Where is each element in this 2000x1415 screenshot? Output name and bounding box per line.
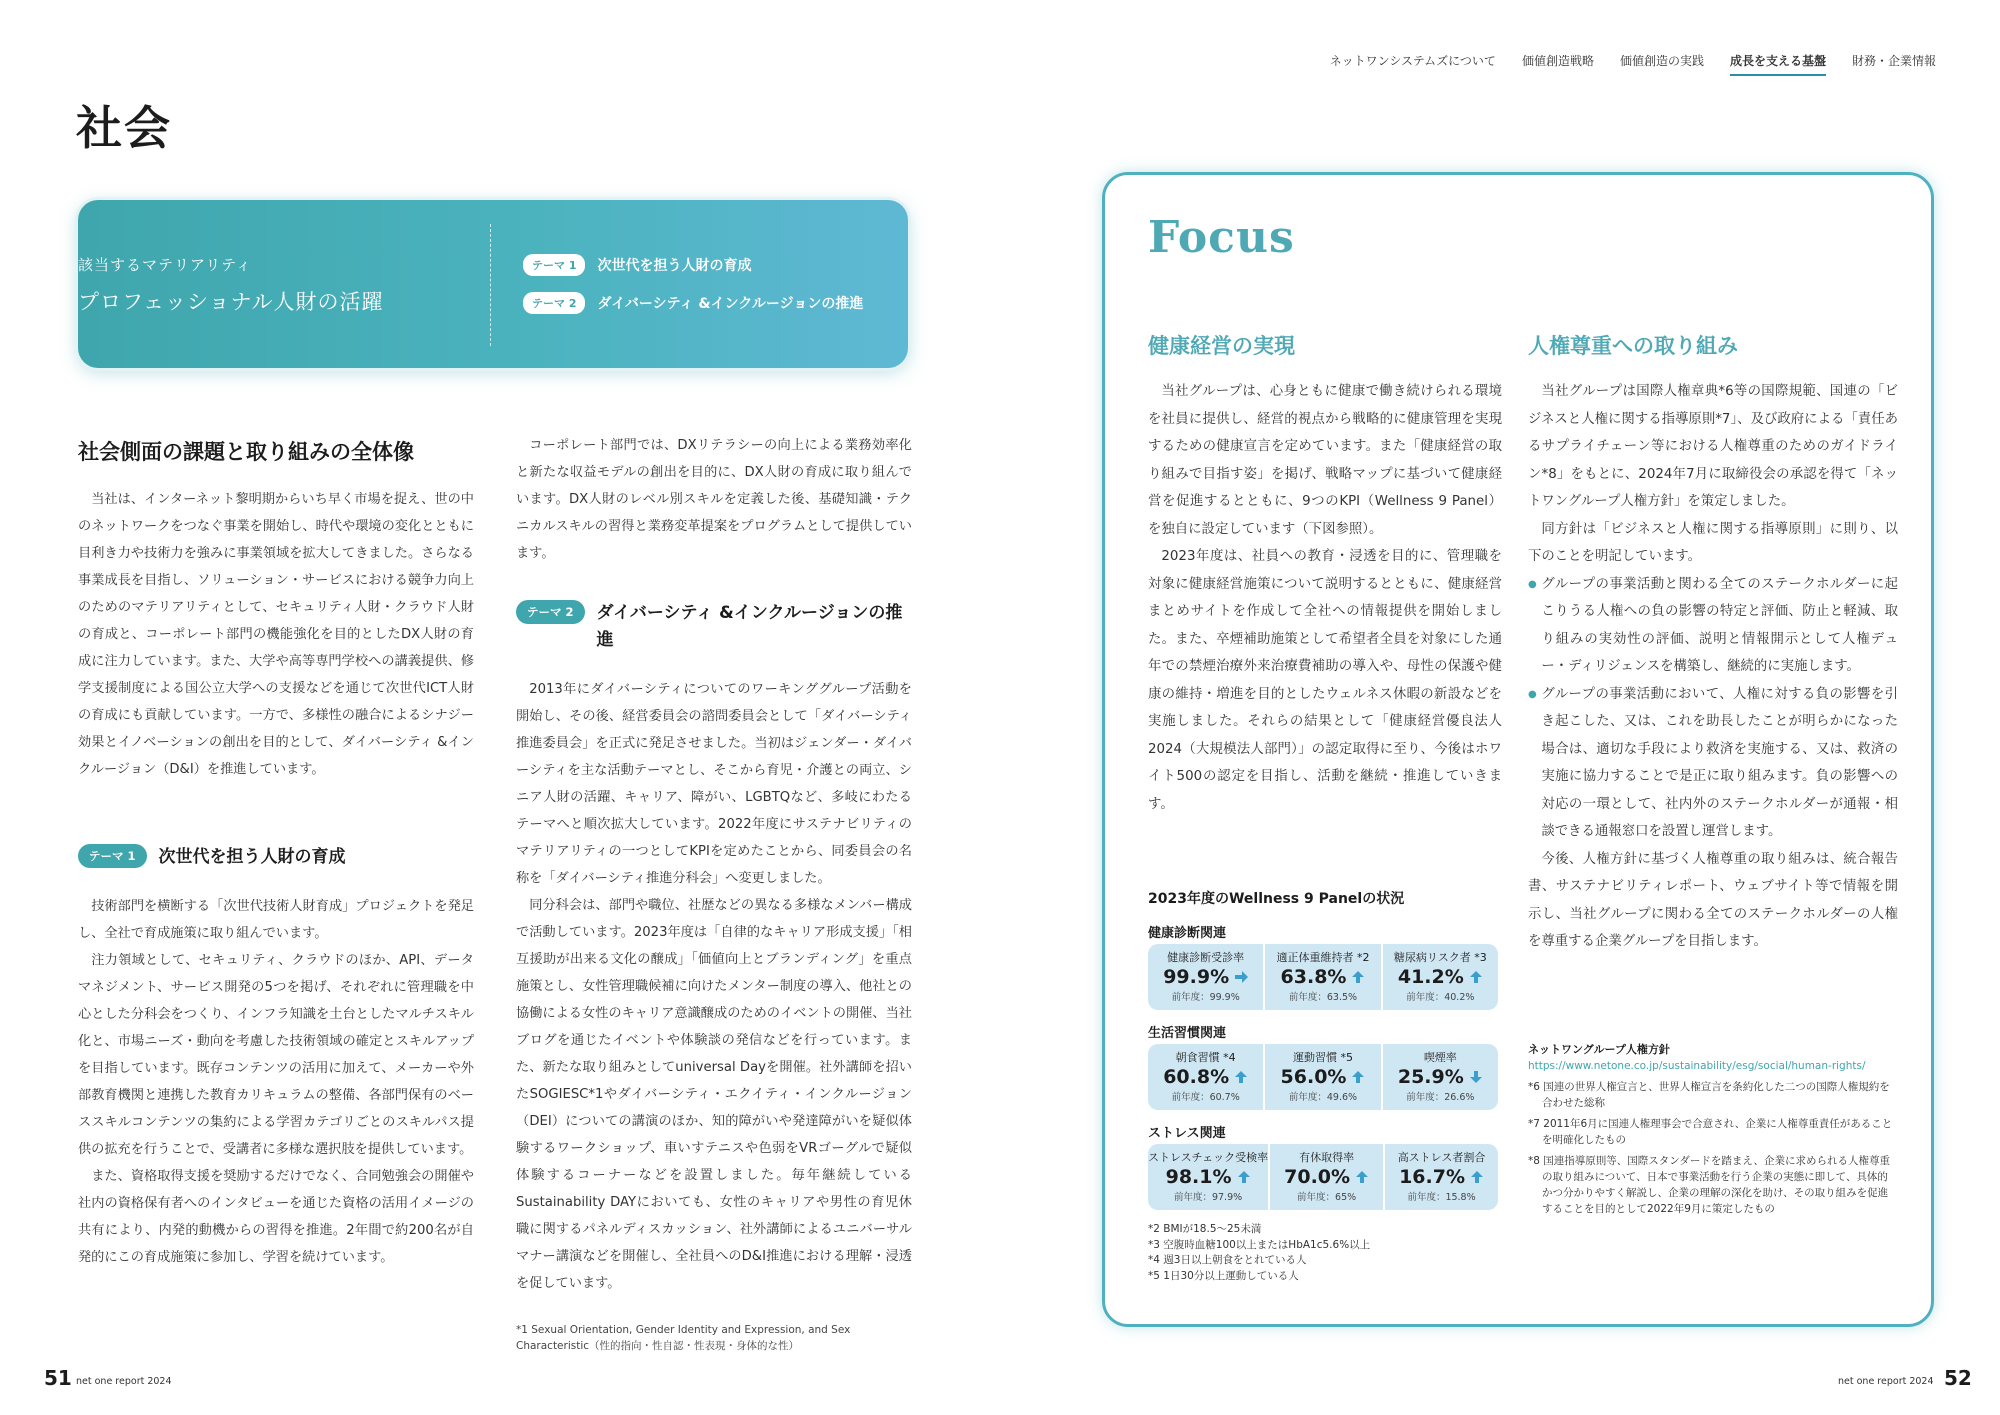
kpi-label: 運動習慣 *5 [1292,1051,1353,1064]
kpi-high-stress [1383,1144,1498,1210]
category-stress: ストレス関連 [1148,1126,1226,1141]
kpi-prev: 前年度：15.8% [1407,1192,1476,1203]
banner-divider [490,224,491,346]
arrow-up-icon [1469,970,1483,984]
kpi-value: 41.2% [1397,966,1464,988]
theme1-heading [78,844,346,871]
overview-text: 当社は、インターネット黎明期からいち早く市場を捉え、世の中のネットワークをつなぐ事業を開始し、時代や環境の変化とともに目利き力や技術力を強みに事業領域を拡大してきました。さらなる事業成長を目指し、ソリューション・サービスにおける競争力向上のためのマテリアリティとして、セキュリティ人財・クラウド人財の育成と、コーポレート部門の機能強化を目的としたDX人財の育成に注力しています。また、大学や高等専門学校への講義提供、修学支援制度による国公立大学への支援などを通じて次世代ICT人財の育成にも貢献しています。一方で、多様性の融合によるシナジー効果とイノベーションの創出を目的として、ダイバーシティ &インクルージョン（D&I）を推進しています。 [78,492,474,777]
footnote-4: *4 週3日以上朝食をとれている人 [1148,1254,1307,1266]
theme1-title: 次世代を担う人財の育成 [158,847,346,867]
hr-paragraph-1: 当社グループは国際人権章典*6等の国際規範、国連の「ビジネスと人権に関する指導原則*7」、及び政府による「責任あるサプライチェーン等における人権尊重のためのガイドライン*8」をもとに、2024年7月に取締役会の承認を得て「ネットワングループ人権方針」を策定しました。 [1528,384,1898,509]
overview-heading: 社会側面の課題と取り組みの全体像 [78,440,414,464]
corporate-paragraph: コーポレート部門では、DXリテラシーの向上による業務効率化と新たな収益モデルの創出を目的に、DX人財の育成に取り組んでいます。DX人財のレベル別スキルを定義した後、基礎知識・テクニカルスキルの習得と業務変革提案をプログラムとして提供しています。 [516,438,912,561]
theme1-paragraph-3: また、資格取得支援を奨励するだけでなく、合同勉強会の開催や社内の資格保有者へのインタビューを通じた資格の活用イメージの共有により、内発的動機からの習得を推進。2年間で約200名が自発的にこの育成施策に参加し、学習を続けています。 [78,1169,474,1265]
kpi-prev: 前年度：26.6% [1406,1092,1475,1103]
category-health-check: 健康診断関連 [1148,926,1227,941]
materiality-banner [78,200,908,368]
kpi-value: 70.0% [1284,1166,1351,1188]
footer-label-left: net one report 2024 [76,1376,172,1387]
materiality-main: プロフェッショナル人財の活躍 [78,290,384,314]
kpi-prev: 前年度：99.9% [1171,992,1240,1003]
theme2-paragraph-1: 2013年にダイバーシティについてのワーキンググループ活動を開始し、その後、経営委員会の諮問委員会として「ダイバーシティ推進委員会」を正式に発足させました。当初はジェンダー・ダイバーシティを主な活動テーマとし、そこから育児・介護との両立、シニア人財の活躍、キャリア、障がい、LGBTQなど、多岐にわたるテーマへと順次拡大しています。2022年度にサステナビリティのマテリアリティの一つとしてKPIを定めたことから、同委員会の名称を「ダイバーシティ推進分科会」へ変更しました。 [516,682,912,886]
theme2-title: ダイバーシティ &インクルージョンの推進 [596,603,903,650]
page-title: 社会 [76,101,172,155]
footnote-3: *3 空腹時血糖100以上またはHbA1c5.6%以上 [1148,1238,1371,1251]
arrow-up-icon [1237,1170,1251,1184]
kpi-prev: 前年度：60.7% [1171,1092,1240,1103]
nav-item-foundation[interactable]: 成長を支える基盤 [1730,52,1826,76]
kpi-stress-check [1148,1144,1268,1210]
wellness-footnotes [1148,1222,1370,1284]
kpi-row-lifestyle [1148,1044,1498,1110]
page-number-left: 51 [44,1366,72,1390]
kpi-value: 25.9% [1397,1066,1464,1088]
arrow-up-icon [1351,1070,1365,1084]
kpi-exercise [1263,1044,1380,1110]
health-paragraph-2: 2023年度は、社員への教育・浸透を目的に、管理職を対象に健康経営施策について説明するとともに、健康経営まとめサイトを作成して全社への情報提供を開始しました。また、卒煙補助施策として希望者全員を対象にした通年での禁煙治療外来治療費補助の導入や、母性の保護や健康の維持・増進を目的としたウェルネス休暇の新設などを実施しました。それらの結果として「健康経営優良法人2024（大規模法人部門）」の認定取得に至り、今後はホワイト500の認定を目指し、活動を継続・推進していきます。 [1148,549,1502,812]
banner-theme-2 [523,292,863,314]
nav-item-value-strategy[interactable]: 価値創造戦略 [1521,54,1594,68]
arrow-up-icon [1351,970,1365,984]
overview-paragraph [78,486,474,783]
arrow-up-icon [1355,1170,1369,1184]
policy-section [1528,1042,1898,1217]
kpi-smoking [1381,1044,1498,1110]
kpi-prev: 前年度：97.9% [1173,1192,1243,1203]
kpi-label: ストレスチェック受検率 [1148,1151,1269,1164]
human-rights-heading: 人権尊重への取り組み [1528,334,1738,358]
wellness-title: 2023年度のWellness 9 Panelの状況 [1148,891,1405,907]
human-rights-body [1528,378,1898,956]
kpi-prev: 前年度：65% [1297,1192,1357,1203]
kpi-label: 朝食習慣 *4 [1175,1051,1236,1064]
hr-paragraph-2: 同方針は「ビジネスと人権に関する指導原則」に則り、以下のことを明記しています。 [1528,521,1898,564]
footnote-2: *2 BMIが18.5〜25未満 [1148,1223,1262,1235]
category-lifestyle: 生活習慣関連 [1148,1026,1227,1041]
policy-link[interactable]: https://www.netone.co.jp/sustainability/esg/social/human-rights/ [1528,1060,1866,1072]
health-paragraph-1: 当社グループは、心身ともに健康で働き続けられる環境を社員に提供し、経営的視点から戦略的に健康管理を実現するための健康宣言を定めています。また「健康経営の取り組みで目指す姿」を掲げ、戦略マップに基づいて健康経営を促進するとともに、9つのKPI（Wellness 9 Panel）を独自に設定しています（下図参照）。 [1148,384,1502,537]
theme2-paragraph-2: 同分科会は、部門や職位、社歴などの異なる多様なメンバー構成で活動しています。2023年度は「自律的なキャリア形成支援」「相互援助が出来る文化の醸成」「価値向上とブランディング」を重点施策とし、女性管理職候補に向けたメンター制度の導入、他社との協働による女性のキャリア意識醸成のためのイベントの開催、当社ブログを通じたイベントや体験談の発信などを行っています。また、新たな取り組みとしてuniversal Dayを開催。社外講師を招いたSOGIESC*1やダイバーシティ・エクイティ・インクルージョン（DEI）についての講演のほか、知的障がいや発達障がいを疑似体験するワークショップ、車いすテニスや色弱をVRゴーグルで疑似体験するコーナーなどを設置しました。毎年継続しているSustainability DAYにおいても、女性のキャリアや男性の育児休職に関するパネルディスカッション、社外講師によるユニバーサルマナー講演などを開催し、全社員へのD&I推進における理解・浸透を促しています。 [516,898,912,1291]
kpi-row-health-check [1148,944,1498,1010]
theme2-body [516,676,912,1297]
theme-1-text: 次世代を担う人財の育成 [597,258,752,274]
hr-bullet: ● グループの事業活動と関わる全てのステークホルダーに起こりうる人権への負の影響の特定と評価、防止と軽減、取り組みの実効性の評価、説明と情報開示として人権デュー・ディリジェンスを構築し、継続的に実施します。 [1528,571,1898,681]
kpi-diabetes-risk [1381,944,1498,1010]
kpi-label: 高ストレス者割合 [1397,1151,1486,1164]
theme-1-pill: テーマ 1 [523,254,585,276]
kpi-value: 63.8% [1280,966,1347,988]
kpi-paid-leave [1268,1144,1383,1210]
footnote-7: *7 2011年6月に国連人権理事会で合意され、企業に人権尊重責任があることを明確化したもの [1528,1118,1893,1146]
kpi-value: 16.7% [1399,1166,1465,1188]
nav-item-financial[interactable]: 財務・企業情報 [1851,54,1936,68]
health-body [1148,378,1502,818]
arrow-up-icon [1234,1070,1248,1084]
kpi-prev: 前年度：40.2% [1406,992,1475,1003]
kpi-checkup-rate [1148,944,1263,1010]
kpi-healthy-weight [1263,944,1380,1010]
page-number-right: 52 [1944,1366,1972,1390]
theme-2-pill: テーマ 2 [523,292,585,314]
hr-bullet-list [1528,571,1898,846]
policy-title: ネットワングループ人権方針 [1528,1043,1670,1056]
corporate-body [516,432,912,567]
arrow-right-icon [1234,970,1248,984]
theme2-pill: テーマ 2 [516,600,585,624]
kpi-label: 健康診断受診率 [1167,951,1245,964]
theme2-heading [516,600,912,654]
theme1-paragraph-1: 技術部門を横断する「次世代技術人財育成」プロジェクトを発足し、全社で育成施策に取り組んでいます。 [78,899,474,941]
hr-closing: 今後、人権方針に基づく人権尊重の取り組みは、統合報告書、サステナビリティレポート、ウェブサイト等で情報を開示し、当社グループに関わる全てのステークホルダーの人権を尊重する企業グループを目指します。 [1528,851,1898,949]
kpi-prev: 前年度：49.6% [1288,1092,1358,1103]
kpi-label: 有休取得率 [1299,1151,1355,1164]
kpi-label: 喫煙率 [1423,1051,1457,1064]
banner-theme-1 [523,254,751,276]
nav-item-value-practice[interactable]: 価値創造の実践 [1619,54,1704,68]
hr-bullet: ● グループの事業活動において、人権に対する負の影響を引き起こした、又は、これを助長したことが明らかになった場合は、適切な手段により救済を実施する、又は、救済の実施に協力することで是正に取り組みます。負の影響への対応の一環として、社内外のステークホルダーが通報・相談できる通報窓口を設置し運営します。 [1528,681,1898,846]
kpi-value: 60.8% [1163,1066,1230,1088]
theme1-pill: テーマ 1 [78,844,147,868]
kpi-value: 56.0% [1280,1066,1347,1088]
focus-title: Focus [1148,212,1295,263]
theme1-paragraph-2: 注力領域として、セキュリティ、クラウドのほか、API、データマネジメント、サービス開発の5つを掲げ、それぞれに管理職を中心とした分科会をつくり、インフラ知識を土台としたマルチスキル化と、市場ニーズ・動向を考慮した技術領域の確定とスキルアップを目指しています。既存コンテンツの活用に加えて、メーカーや外部教育機関と連携した教育カリキュラムの整備、各部門保有のベーススキルコンテンツの集約による学習カテゴリごとのスキルパス提供の拡充を行うことで、受講者に多様な選択肢を提供しています。 [78,953,474,1157]
kpi-row-stress [1148,1144,1498,1210]
kpi-label: 糖尿病リスク者 *3 [1393,951,1487,964]
kpi-value: 98.1% [1165,1166,1232,1188]
nav-item-about[interactable]: ネットワンシステムズについて [1329,54,1496,68]
footnote-8: *8 国連指導原則等、国際スタンダードを踏まえ、企業に求められる人権尊重の取り組みについて、日本で事業活動を行う企業の実態に即して、具体的かつ分かりやすく解説し、企業の理解の深化を助け、その取り組みを促進することを目的として2022年9月に策定したもの [1528,1155,1890,1215]
kpi-value: 99.9% [1163,966,1230,988]
footnote-1: *1 Sexual Orientation, Gender Identity and Expression, and Sex Characteristic（性的指向・性自認・性表現・身体的な性） [516,1324,851,1352]
materiality-sub: 該当するマテリアリティ [78,256,252,274]
footer-label-right: net one report 2024 [1838,1376,1934,1387]
kpi-label: 適正体重維持者 *2 [1276,951,1370,964]
health-heading: 健康経営の実現 [1148,334,1295,358]
arrow-up-icon [1470,1170,1484,1184]
theme-2-text: ダイバーシティ &インクルージョンの推進 [597,296,864,312]
footnote-5: *5 1日30分以上運動している人 [1148,1269,1299,1282]
top-navigation [1330,52,1936,76]
arrow-down-icon [1469,1070,1483,1084]
footnote-6: *6 国連の世界人権宣言と、世界人権宣言を条約化した二つの国際人権規約を合わせた総称 [1528,1081,1890,1109]
theme1-body [78,893,474,1271]
kpi-prev: 前年度：63.5% [1288,992,1358,1003]
kpi-breakfast [1148,1044,1263,1110]
